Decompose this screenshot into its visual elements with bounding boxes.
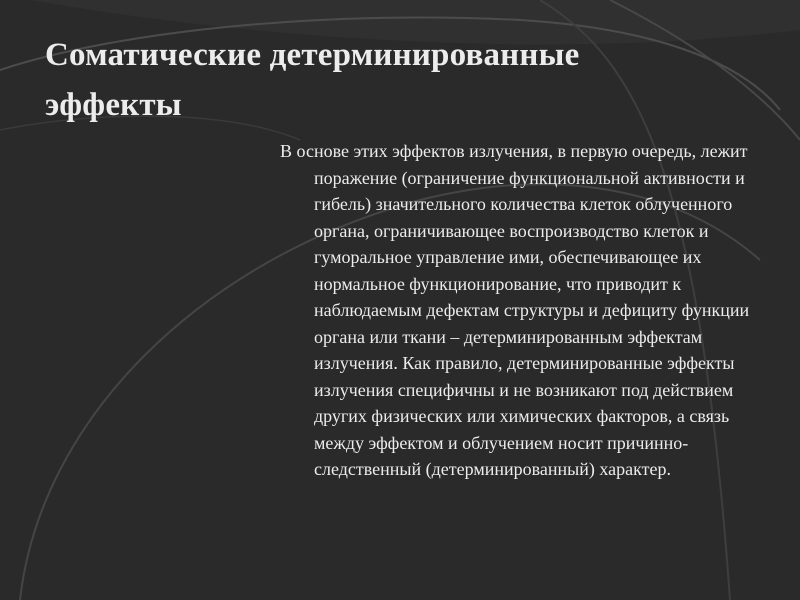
body-paragraph: В основе этих эффектов излучения, в первую очередь, лежит поражение (ограничение функциональной активности и гибель) значительного количества клеток облученного органа, ограничивающее воспроизводство клеток и гуморальное управление ими, обеспечивающее их нормальное функционирование, что приводит к наблюдаемым дефектам структуры и дефициту функции органа или ткани – детерминированным эффектам излучения. Как правило, детерминированные эффекты излучения специфичны и не возникают под действием других физических или химических факторов, а связь между эффектом и облучением носит причинно-следственный (детерминированный) характер. (280, 141, 750, 479)
slide-title-line-2: эффекты (45, 87, 182, 123)
slide-title-line-1: Соматические детерминированные (45, 37, 580, 73)
slide-title (45, 30, 765, 130)
